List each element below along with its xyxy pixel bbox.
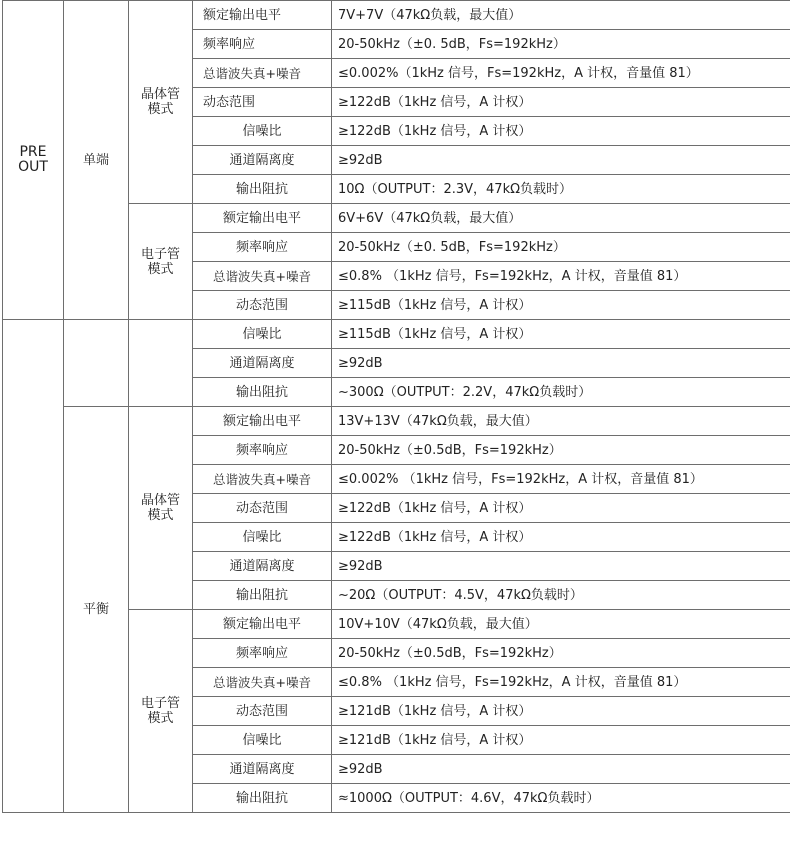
param-name: 总谐波失真+噪音: [193, 59, 332, 88]
param-name: 频率响应: [193, 436, 332, 465]
output-label-line2: OUT: [18, 159, 48, 175]
param-name: 信噪比: [193, 523, 332, 552]
output-label-cell: [3, 1, 64, 320]
param-value: ≥92dB: [332, 755, 790, 784]
param-value: ≥92dB: [332, 146, 790, 175]
param-name: 动态范围: [193, 291, 332, 320]
param-value: ≥92dB: [332, 552, 790, 581]
param-name: 信噪比: [193, 117, 332, 146]
param-name: 总谐波失真+噪音: [193, 668, 332, 697]
param-value: ≤0.002% （1kHz 信号，Fs=192kHz，A 计权，音量值 81）: [332, 465, 790, 494]
param-value: ≥122dB（1kHz 信号，A 计权）: [332, 117, 790, 146]
transistor-mode-label: 晶体管 模式: [129, 1, 193, 204]
param-value: 10Ω（OUTPUT：2.3V，47kΩ负载时）: [332, 175, 790, 204]
spec-table: [2, 0, 790, 813]
param-name: 总谐波失真+噪音: [193, 262, 332, 291]
tube-mode-label: 电子管 模式: [129, 610, 193, 813]
param-name: 输出阻抗: [193, 784, 332, 813]
param-name: 频率响应: [193, 233, 332, 262]
param-name: 额定输出电平: [193, 1, 332, 30]
param-name: 频率响应: [193, 639, 332, 668]
single-ended-label-continued: [64, 320, 129, 407]
param-value: ≥115dB（1kHz 信号，A 计权）: [332, 291, 790, 320]
tube-mode-label: 电子管 模式: [129, 204, 193, 320]
param-name: 信噪比: [193, 320, 332, 349]
param-value: ≈1000Ω（OUTPUT：4.6V，47kΩ负载时）: [332, 784, 790, 813]
param-name: 信噪比: [193, 726, 332, 755]
param-value: ≤0.002%（1kHz 信号，Fs=192kHz，A 计权，音量值 81）: [332, 59, 790, 88]
param-name: 动态范围: [193, 697, 332, 726]
param-name: 通道隔离度: [193, 755, 332, 784]
tube-mode-label-continued: [129, 320, 193, 407]
param-name: 总谐波失真+噪音: [193, 465, 332, 494]
param-value: ~300Ω（OUTPUT：2.2V，47kΩ负载时）: [332, 378, 790, 407]
param-name: 动态范围: [193, 88, 332, 117]
param-value: ≥115dB（1kHz 信号，A 计权）: [332, 320, 790, 349]
param-name: 额定输出电平: [193, 610, 332, 639]
table-row: [3, 407, 790, 436]
param-value: ≥121dB（1kHz 信号，A 计权）: [332, 697, 790, 726]
param-value: 20-50kHz（±0.5dB，Fs=192kHz）: [332, 639, 790, 668]
param-value: ≥122dB（1kHz 信号，A 计权）: [332, 494, 790, 523]
param-value: ≥122dB（1kHz 信号，A 计权）: [332, 523, 790, 552]
param-value: 13V+13V（47kΩ负载，最大值）: [332, 407, 790, 436]
param-name: 通道隔离度: [193, 146, 332, 175]
param-value: ≥92dB: [332, 349, 790, 378]
param-value: 7V+7V（47kΩ负载，最大值）: [332, 1, 790, 30]
param-value: 20-50kHz（±0. 5dB，Fs=192kHz）: [332, 233, 790, 262]
param-name: 输出阻抗: [193, 175, 332, 204]
param-value: 6V+6V（47kΩ负载，最大值）: [332, 204, 790, 233]
output-label-line1: PRE: [19, 144, 47, 160]
param-value: ≥121dB（1kHz 信号，A 计权）: [332, 726, 790, 755]
transistor-mode-label: 晶体管 模式: [129, 407, 193, 610]
param-name: 输出阻抗: [193, 581, 332, 610]
param-name: 额定输出电平: [193, 407, 332, 436]
param-value: ≥122dB（1kHz 信号，A 计权）: [332, 88, 790, 117]
balanced-label: 平衡: [64, 407, 129, 813]
param-value: ≤0.8% （1kHz 信号，Fs=192kHz，A 计权，音量值 81）: [332, 668, 790, 697]
param-value: 10V+10V（47kΩ负载，最大值）: [332, 610, 790, 639]
param-name: 输出阻抗: [193, 378, 332, 407]
table-row: [3, 320, 790, 349]
param-name: 频率响应: [193, 30, 332, 59]
param-name: 通道隔离度: [193, 349, 332, 378]
param-name: 通道隔离度: [193, 552, 332, 581]
table-row: [3, 1, 790, 30]
param-value: 20-50kHz（±0. 5dB，Fs=192kHz）: [332, 30, 790, 59]
single-ended-label: 单端: [64, 1, 129, 320]
param-name: 额定输出电平: [193, 204, 332, 233]
param-value: ≤0.8% （1kHz 信号，Fs=192kHz，A 计权，音量值 81）: [332, 262, 790, 291]
param-value: 20-50kHz（±0.5dB，Fs=192kHz）: [332, 436, 790, 465]
param-name: 动态范围: [193, 494, 332, 523]
param-value: ~20Ω（OUTPUT：4.5V，47kΩ负载时）: [332, 581, 790, 610]
output-label-cell-continued: [3, 320, 64, 813]
